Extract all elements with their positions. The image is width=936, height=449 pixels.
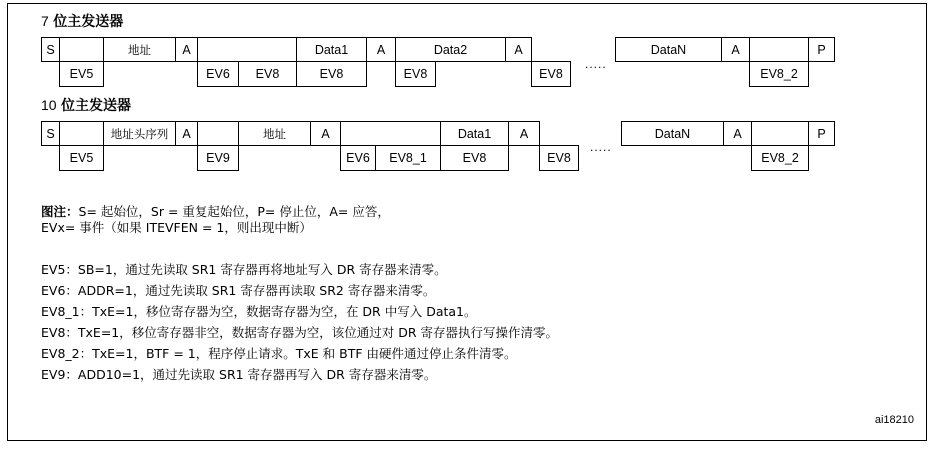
section7-title-text: 位主发送器 — [53, 14, 124, 30]
legend-text: S= 起始位，Sr = 重复起始位，P= 停止位，A= 应答， — [78, 204, 390, 219]
event-description: EV8_1：TxE=1，移位寄存器为空，数据寄存器为空，在 DR 中写入 Data1。 — [41, 304, 477, 319]
section7-title-num: 7 — [41, 13, 49, 29]
frame-data1: Data1 — [440, 121, 509, 146]
event-label: EV5 — [59, 61, 104, 87]
continuation-dots: ..... — [585, 57, 607, 71]
section10-title-text: 位主发送器 — [61, 98, 132, 114]
frame-ack: A — [175, 37, 198, 62]
event-label: EV8_1 — [375, 145, 441, 171]
section7-title — [41, 13, 123, 30]
legend-label: 图注： — [41, 204, 79, 219]
event-label: EV8 — [539, 145, 579, 171]
event-description: EV8：TxE=1，移位寄存器非空，数据寄存器为空，该位通过对 DR 寄存器执行写操作清零。 — [41, 325, 559, 340]
figure-frame — [7, 3, 927, 441]
event-label: EV8 — [296, 61, 367, 87]
frame-data1: Data1 — [296, 37, 367, 62]
frame-ack: A — [723, 121, 752, 146]
frame-start: S — [41, 121, 60, 146]
frame-gap — [59, 37, 104, 62]
event-label: EV8 — [395, 61, 436, 87]
frame-gap — [751, 121, 809, 146]
frame-ack: A — [721, 37, 750, 62]
frame-address: 地址 — [238, 121, 311, 146]
frame-dataN: DataN — [621, 121, 724, 146]
frame-gap — [340, 121, 441, 146]
frame-data2: Data2 — [395, 37, 506, 62]
event-label: EV8 — [238, 61, 297, 87]
event-label: EV8 — [531, 61, 571, 87]
event-description: EV5：SB=1，通过先读取 SR1 寄存器再将地址写入 DR 寄存器来清零。 — [41, 262, 447, 277]
event-description: EV6：ADDR=1，通过先读取 SR1 寄存器再读取 SR2 寄存器来清零。 — [41, 283, 436, 298]
section10-title — [41, 97, 131, 114]
frame-start: S — [41, 37, 60, 62]
event-description: EV9：ADD10=1，通过先读取 SR1 寄存器再写入 DR 寄存器来清零。 — [41, 367, 437, 382]
frame-stop: P — [808, 121, 835, 146]
event-description: EV8_2：TxE=1，BTF = 1，程序停止请求。TxE 和 BTF 由硬件通过停止条件清零。 — [41, 346, 517, 361]
frame-gap — [197, 121, 239, 146]
frame-ack: A — [366, 37, 396, 62]
legend-line-2: EVx= 事件（如果 ITEVFEN = 1，则出现中断） — [41, 220, 312, 235]
frame-gap — [197, 37, 297, 62]
event-label: EV6 — [340, 145, 376, 171]
frame-dataN: DataN — [615, 37, 722, 62]
frame-stop: P — [808, 37, 835, 62]
event-label: EV8_2 — [749, 61, 809, 87]
event-label: EV5 — [59, 145, 104, 171]
frame-address: 地址 — [103, 37, 176, 62]
frame-gap — [749, 37, 809, 62]
event-label: EV8 — [440, 145, 509, 171]
frame-ack: A — [505, 37, 532, 62]
event-label: EV9 — [197, 145, 239, 171]
event-label: EV6 — [197, 61, 239, 87]
continuation-dots: ..... — [590, 140, 612, 154]
figure-id: ai18210 — [874, 414, 914, 426]
event-label: EV8_2 — [751, 145, 809, 171]
frame-header: 地址头序列 — [103, 121, 176, 146]
frame-ack: A — [310, 121, 341, 146]
section10-title-num: 10 — [41, 97, 57, 113]
frame-ack: A — [175, 121, 198, 146]
legend-line-1 — [41, 204, 390, 220]
frame-ack: A — [508, 121, 540, 146]
frame-gap — [59, 121, 104, 146]
